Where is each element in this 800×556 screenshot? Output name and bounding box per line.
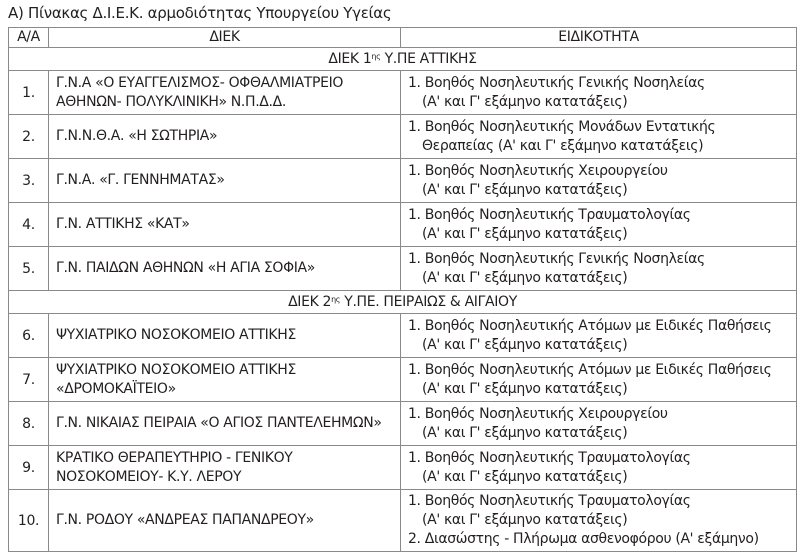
specialty-line: (Α' και Γ' εξάμηνο κατατάξεις): [422, 424, 628, 441]
diek-table: [8, 27, 797, 552]
diek-name-line: ΝΟΣΟΚΟΜΕΙΟΥ- Κ.Υ. ΛΕΡΟΥ: [56, 468, 242, 485]
specialty: [401, 446, 797, 490]
section-label-region: Υ.ΠΕ. ΠΕΙΡΑΙΩΣ & ΑΙΓΑΙΟΥ: [340, 294, 517, 310]
specialty-line: 1. Βοηθός Νοσηλευτικής Γενικής Νοσηλείας: [408, 250, 705, 267]
row-number: 6.: [9, 314, 49, 358]
table-row: [9, 314, 797, 358]
diek-name: [49, 446, 401, 490]
diek-name: [49, 358, 401, 402]
specialty-line: (Α' και Γ' εξάμηνο κατατάξεις): [422, 512, 628, 528]
specialty-line: 1. Βοηθός Νοσηλευτικής Χειρουργείου: [408, 162, 668, 179]
row-number: 10.: [9, 490, 49, 552]
specialty: [401, 490, 797, 552]
diek-name-line: «ΔΡΟΜΟΚΑΪΤΕΙΟ»: [56, 380, 176, 397]
row-number: 8.: [9, 402, 49, 446]
diek-name-line: ΨΥΧΙΑΤΡΙΚΟ ΝΟΣΟΚΟΜΕΙΟ ΑΤΤΙΚΗΣ: [56, 361, 296, 378]
specialty-line: 1. Βοηθός Νοσηλευτικής Ατόμων με Ειδικές Παθήσεις: [408, 361, 772, 378]
specialty: [401, 203, 797, 247]
table-header-row: [9, 28, 797, 48]
header-aa: Α/Α: [9, 28, 49, 48]
section-row: [9, 291, 797, 314]
header-specialty: ΕΙΔΙΚΟΤΗΤΑ: [401, 28, 797, 48]
diek-name: [49, 247, 401, 291]
section-label-region: Υ.ΠΕ ΑΤΤΙΚΗΣ: [380, 51, 477, 67]
diek-name-line: Γ.Ν. ΝΙΚΑΙΑΣ ΠΕΙΡΑΙΑ «Ο ΑΓΙΟΣ ΠΑΝΤΕΛΕΗΜΩΝ»: [56, 415, 382, 431]
row-number: 4.: [9, 203, 49, 247]
diek-name: [49, 203, 401, 247]
specialty: [401, 247, 797, 291]
row-number: 5.: [9, 247, 49, 291]
specialty-line: (Α' και Γ' εξάμηνο κατατάξεις): [422, 336, 628, 353]
specialty-line: (Α' και Γ' εξάμηνο κατατάξεις): [422, 269, 628, 286]
diek-name: [49, 159, 401, 203]
diek-name: [49, 490, 401, 552]
diek-name: [49, 71, 401, 115]
diek-name-line: Γ.Ν. ΑΤΤΙΚΗΣ «ΚΑΤ»: [56, 216, 190, 232]
table-row: [9, 247, 797, 291]
table-row: [9, 71, 797, 115]
table-row: [9, 490, 797, 552]
table-row: [9, 446, 797, 490]
row-number: 7.: [9, 358, 49, 402]
specialty-line: 1. Βοηθός Νοσηλευτικής Τραυματολογίας: [408, 449, 691, 466]
row-number: 1.: [9, 71, 49, 115]
diek-name-line: ΑΘΗΝΩΝ- ΠΟΛΥΚΛΙΝΙΚΗ» Ν.Π.Δ.Δ.: [56, 93, 286, 110]
diek-name-line: Γ.Ν. ΡΟΔΟΥ «ΑΝΔΡΕΑΣ ΠΑΠΑΝΔΡΕΟΥ»: [56, 512, 314, 528]
specialty-line: (Α' και Γ' εξάμηνο κατατάξεις): [422, 181, 628, 198]
section-label-ordinal: ης: [371, 52, 381, 61]
diek-name-line: Γ.Ν.Α. «Γ. ΓΕΝΝΗΜΑΤΑΣ»: [56, 172, 225, 188]
specialty: [401, 402, 797, 446]
table-row: [9, 358, 797, 402]
specialty: [401, 314, 797, 358]
specialty-line: 1. Βοηθός Νοσηλευτικής Τραυματολογίας: [408, 493, 691, 509]
section-label: [9, 291, 797, 314]
section-label: [9, 48, 797, 71]
row-number: 3.: [9, 159, 49, 203]
specialty: [401, 71, 797, 115]
specialty-line: 1. Βοηθός Νοσηλευτικής Ατόμων με Ειδικές Παθήσεις: [408, 317, 772, 334]
specialty: [401, 159, 797, 203]
row-number: 2.: [9, 115, 49, 159]
table-row: [9, 159, 797, 203]
specialty-line: 1. Βοηθός Νοσηλευτικής Χειρουργείου: [408, 405, 668, 422]
specialty-line: (Α' και Γ' εξάμηνο κατατάξεις): [422, 468, 628, 485]
section-label-text: ΔΙΕΚ 2: [288, 294, 332, 310]
specialty-line: 1. Βοηθός Νοσηλευτικής Τραυματολογίας: [408, 206, 691, 223]
specialty: [401, 358, 797, 402]
specialty-line: Θεραπείας (Α' και Γ' εξάμηνο κατατάξεις): [422, 137, 704, 154]
table-row: [9, 402, 797, 446]
specialty-line: (Α' και Γ' εξάμηνο κατατάξεις): [422, 225, 628, 242]
diek-name-line: ΚΡΑΤΙΚΟ ΘΕΡΑΠΕΥΤΗΡΙΟ - ΓΕΝΙΚΟΥ: [56, 449, 293, 466]
specialty-line: (Α' και Γ' εξάμηνο κατατάξεις): [422, 380, 628, 397]
diek-name-line: Γ.Ν.Ν.Θ.Α. «Η ΣΩΤΗΡΙΑ»: [56, 128, 218, 144]
specialty-line: 1. Βοηθός Νοσηλευτικής Γενικής Νοσηλείας: [408, 74, 705, 91]
section-row: [9, 48, 797, 71]
diek-name: [49, 402, 401, 446]
section-label-text: ΔΙΕΚ 1: [328, 51, 372, 67]
specialty-line: (Α' και Γ' εξάμηνο κατατάξεις): [422, 93, 628, 110]
diek-name-line: Γ.Ν. ΠΑΙΔΩΝ ΑΘΗΝΩΝ «Η ΑΓΙΑ ΣΟΦΙΑ»: [56, 260, 315, 276]
section-label-ordinal: ης: [331, 295, 341, 304]
header-diek: ΔΙΕΚ: [49, 28, 401, 48]
row-number: 9.: [9, 446, 49, 490]
specialty: [401, 115, 797, 159]
diek-name-line: ΨΥΧΙΑΤΡΙΚΟ ΝΟΣΟΚΟΜΕΙΟ ΑΤΤΙΚΗΣ: [56, 327, 296, 343]
document-title: Α) Πίνακας Δ.Ι.Ε.Κ. αρμοδιότητας Υπουργείου Υγείας: [8, 4, 392, 22]
table-row: [9, 115, 797, 159]
diek-name: [49, 115, 401, 159]
diek-name: [49, 314, 401, 358]
diek-name-line: Γ.Ν.Α «Ο ΕΥΑΓΓΕΛΙΣΜΟΣ- ΟΦΘΑΛΜΙΑΤΡΕΙΟ: [56, 74, 344, 91]
specialty-line: 2. Διασώστης - Πλήρωμα ασθενοφόρου (Α' εξάμηνο): [408, 531, 759, 547]
table-row: [9, 203, 797, 247]
specialty-line: 1. Βοηθός Νοσηλευτικής Μονάδων Εντατικής: [408, 118, 716, 135]
